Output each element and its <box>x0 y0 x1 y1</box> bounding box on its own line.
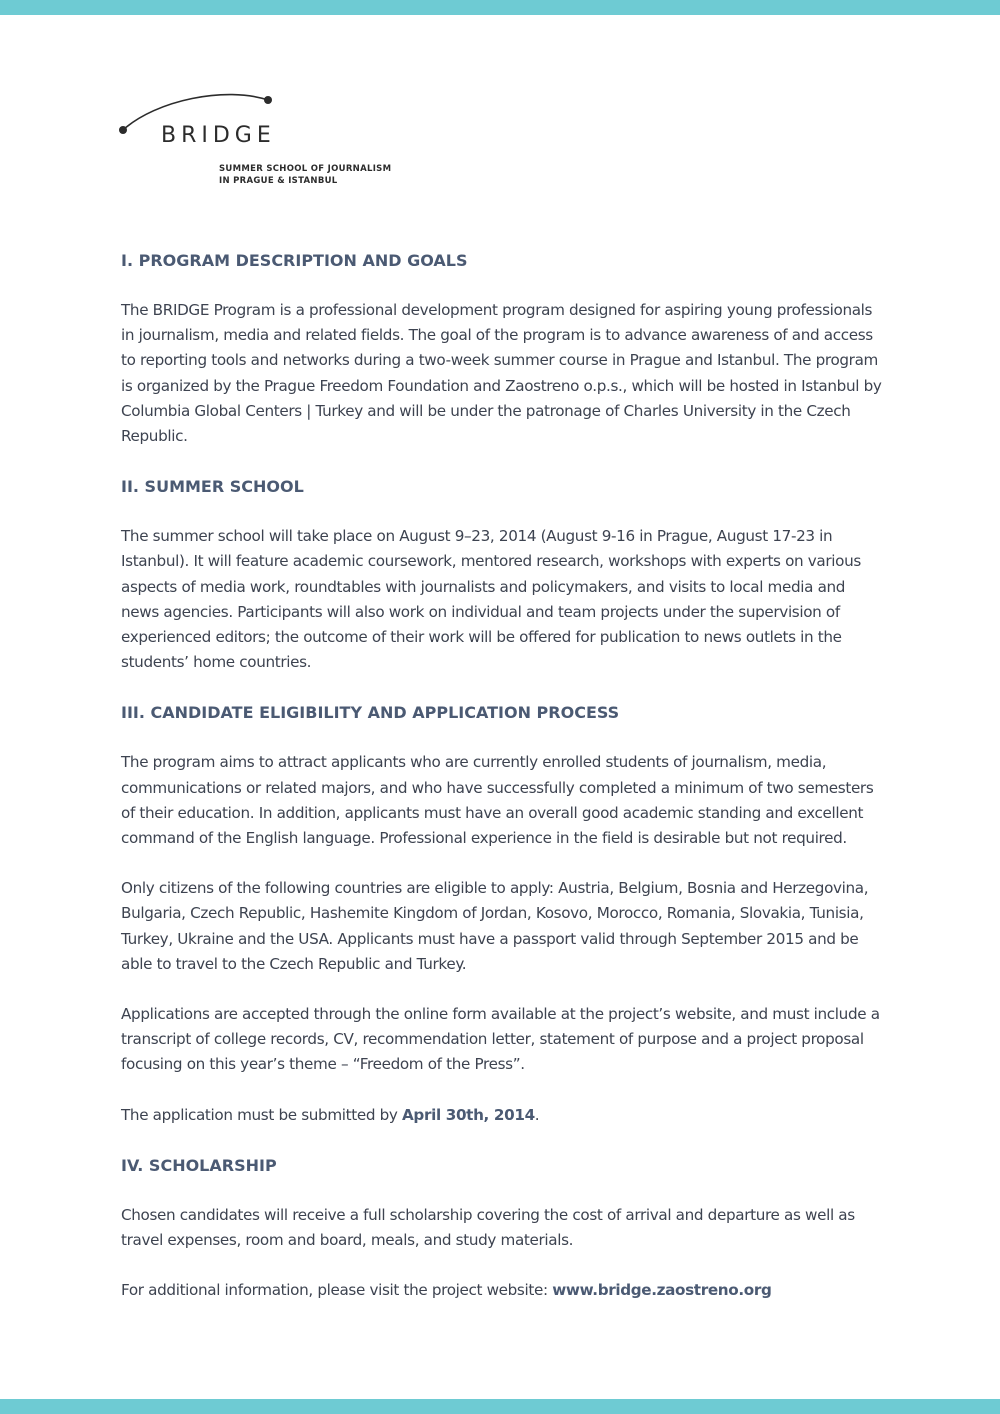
eligibility-paragraph-1: The program aims to attract applicants who are currently enrolled students of journalism, media, communications or related majors, and who have successfully completed a minimum of two semesters of their education. In addition, applicants must have an overall good academic standing and excellent command of the English language. Professional experience in the field is desirable but not required. <box>121 753 874 848</box>
website-link[interactable]: www.bridge.zaostreno.org <box>552 1281 772 1300</box>
section-heading-summer-school: II. SUMMER SCHOOL <box>121 477 304 497</box>
bridge-logo <box>116 88 416 198</box>
section-heading-eligibility: III. CANDIDATE ELIGIBILITY AND APPLICATION PROCESS <box>121 703 620 723</box>
bottom-accent-bar <box>0 1399 1000 1414</box>
logo-wordmark: BRIDGE <box>161 123 276 148</box>
section-heading-scholarship: IV. SCHOLARSHIP <box>121 1155 277 1175</box>
logo-subtitle-line2: IN PRAGUE & ISTANBUL <box>219 176 338 186</box>
scholarship-description: Chosen candidates will receive a full scholarship covering the cost of arrival and departure as well as travel expenses, room and board, meals, and study materials. <box>121 1205 855 1250</box>
top-accent-bar <box>0 0 1000 15</box>
deadline-date: April 30th, 2014 <box>402 1105 535 1124</box>
logo-subtitle <box>219 163 391 187</box>
deadline-prefix: The application must be submitted by <box>121 1105 403 1124</box>
deadline-suffix: . <box>534 1105 540 1124</box>
logo-subtitle-line1: SUMMER SCHOOL OF JOURNALISM <box>219 164 392 174</box>
document-body <box>121 248 883 1303</box>
eligibility-paragraph-3: Applications are accepted through the online form available at the project’s website, and must include a transcript of college records, CV, recommendation letter, statement of purpose and a project proposal focusing on this year’s theme – “Freedom of the Press”. <box>121 1005 880 1074</box>
additional-info <box>121 1278 883 1303</box>
section-heading-program: I. PROGRAM DESCRIPTION AND GOALS <box>121 251 468 270</box>
summer-school-description: The summer school will take place on August 9–23, 2014 (August 9-16 in Prague, August 17-23 in Istanbul). It will feature academic coursework, mentored research, workshops with experts on various aspects of media work, roundtables with journalists and policymakers, and visits to local media and news agencies. Participants will also work on individual and team projects under the supervision of experienced editors; the outcome of their work will be offered for publication to news outlets in the students’ home countries. <box>121 527 861 672</box>
program-description: The BRIDGE Program is a professional development program designed for aspiring young professionals in journalism, media and related fields. The goal of the program is to advance awareness of and access to reporting tools and networks during a two-week summer course in Prague and Istanbul. The program is organized by the Prague Freedom Foundation and Zaostreno o.p.s., which will be hosted in Istanbul by Columbia Global Centers | Turkey and will be under the patronage of Charles University in the Czech Republic. <box>121 301 882 446</box>
eligibility-paragraph-2: Only citizens of the following countries are eligible to apply: Austria, Belgium, Bosnia and Herzegovina, Bulgaria, Czech Republic, Hashemite Kingdom of Jordan, Kosovo, Morocco, Romania, Slovakia, Tunisia, Turkey, Ukraine and the USA. Applicants must have a passport valid through September 2015 and be able to travel to the Czech Republic and Turkey. <box>121 879 869 973</box>
application-deadline <box>121 1103 883 1128</box>
info-prefix: For additional information, please visit the project website: <box>121 1281 553 1300</box>
